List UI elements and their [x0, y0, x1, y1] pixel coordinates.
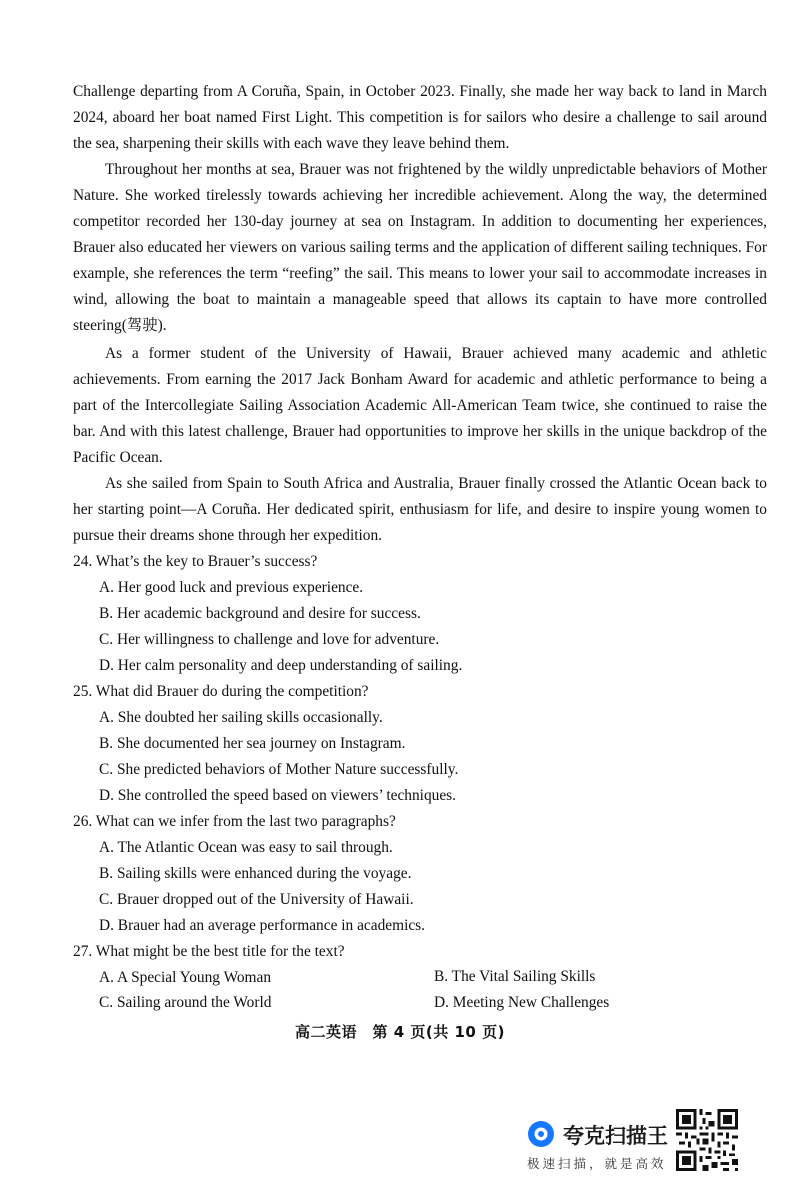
question-26-option-a: A. The Atlantic Ocean was easy to sail through. — [99, 839, 393, 856]
question-27-stem: 27. What might be the best title for the text? — [73, 943, 345, 960]
passage-paragraph-2: Throughout her months at sea, Brauer was not frightened by the wildly unpredictable behaviors of Mother Nature. She worked tirelessly towards achieving her incredible achievement. Along the way, the determined competitor recorded her 130-day journey at sea on Instagram. In addition to documenting her experiences, Brauer also educated her viewers on various sailing terms and the application of different sailing techniques. For example, she references the term “reefing” the sail. This means to lower your sail to accommodate increases in wind, allowing the boat to maintain a manageable speed that allows its captain to have more controlled steering(驾驶). — [73, 161, 767, 334]
question-25-option-b: B. She documented her sea journey on Instagram. — [99, 735, 406, 752]
question-25-option-c: C. She predicted behaviors of Mother Nature successfully. — [99, 761, 459, 778]
question-26-stem: 26. What can we infer from the last two paragraphs? — [73, 813, 396, 830]
question-24-option-d: D. Her calm personality and deep understanding of sailing. — [99, 657, 463, 674]
question-26-option-b: B. Sailing skills were enhanced during the voyage. — [99, 865, 412, 882]
passage-paragraph-1: Challenge departing from A Coruña, Spain, in October 2023. Finally, she made her way back to land in March 2024, aboard her boat named First Light. This competition is for sailors who desire a challenge to sail around the sea, sharpening their skills with each wave they leave behind them. — [73, 83, 767, 152]
question-25-stem: 25. What did Brauer do during the competition? — [73, 683, 369, 700]
passage-paragraph-4: As she sailed from Spain to South Africa and Australia, Brauer finally crossed the Atlantic Ocean back to her starting point—A Coruña. Her dedicated spirit, enthusiasm for life, and desire to inspire young women to pursue their dreams shone through her expedition. — [73, 475, 767, 544]
question-27-option-a: A. A Special Young Woman — [99, 969, 272, 986]
quark-logo-icon — [527, 1120, 555, 1148]
question-24-stem: 24. What’s the key to Brauer’s success? — [73, 553, 318, 570]
question-24-option-b: B. Her academic background and desire for success. — [99, 605, 421, 622]
question-24-option-a: A. Her good luck and previous experience. — [99, 579, 364, 596]
passage-paragraph-3: As a former student of the University of Hawaii, Brauer achieved many academic and athletic achievements. From earning the 2017 Jack Bonham Award for academic and athletic performance to being a part of the Intercollegiate Sailing Association Academic All-American Team twice, she continued to raise the bar. And with this latest challenge, Brauer had opportunities to improve her skills in the unique backdrop of the Pacific Ocean. — [73, 345, 767, 466]
scanner-watermark — [527, 1114, 667, 1174]
question-25-option-a: A. She doubted her sailing skills occasionally. — [99, 709, 383, 726]
question-27-option-d: D. Meeting New Challenges — [434, 994, 610, 1011]
question-24-option-c: C. Her willingness to challenge and love for adventure. — [99, 631, 440, 648]
question-27-option-c: C. Sailing around the World — [99, 994, 272, 1011]
qr-code-icon — [676, 1109, 738, 1171]
scanner-brand-name: 夸克扫描王 — [563, 1124, 668, 1148]
question-26-option-d: D. Brauer had an average performance in academics. — [99, 917, 426, 934]
question-27-option-b: B. The Vital Sailing Skills — [434, 968, 596, 985]
question-25-option-d: D. She controlled the speed based on viewers’ techniques. — [99, 787, 457, 804]
page-footer: 高二英语 第 4 页(共 10 页) — [295, 1023, 505, 1041]
question-26-option-c: C. Brauer dropped out of the University of Hawaii. — [99, 891, 414, 908]
scanner-slogan: 极速扫描，就是高效 — [527, 1156, 667, 1171]
